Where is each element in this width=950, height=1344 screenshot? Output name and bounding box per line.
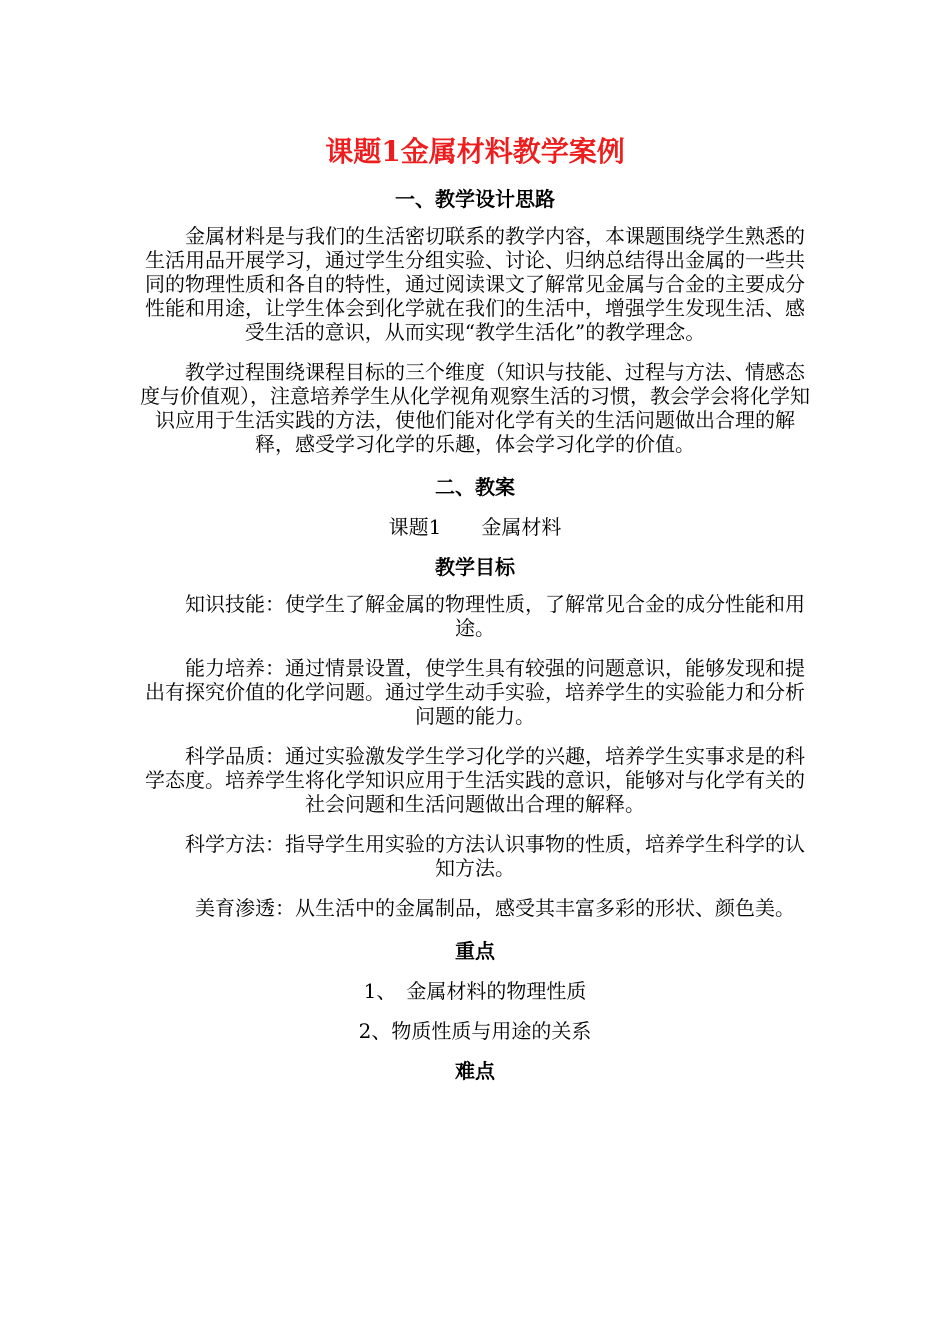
key-points-heading: 重点 [455, 939, 495, 963]
goals-heading: 教学目标 [435, 555, 515, 579]
goal-method: 科学方法：指导学生用实验的方法认识事物的性质，培养学生科学的认知方法。 [185, 832, 805, 880]
goal-knowledge: 知识技能：使学生了解金属的物理性质，了解常见合金的成分性能和用途。 [185, 592, 805, 640]
key-point-2: 2、物质性质与用途的关系 [358, 1019, 592, 1043]
section-heading-lesson-plan: 二、教案 [435, 475, 515, 499]
difficulty-heading: 难点 [455, 1059, 495, 1083]
design-paragraph-1: 金属材料是与我们的生活密切联系的教学内容，本课题围绕学生熟悉的生活用品开展学习，通过学生分组实验、讨论、归纳总结得出金属的一些共同的物理性质和各自的特性，通过阅读课文了解常见金属与合金的主要成分性能和用途，让学生体会到化学就在我们的生活中，增强学生发现生活、感受生活的意识，从而实现“教学生活化”的教学理念。 [145, 224, 805, 344]
document-page [138, 132, 812, 1096]
design-paragraph-2: 教学过程围绕课程目标的三个维度（知识与技能、过程与方法、情感态度与价值观），注意培养学生从化学视角观察生活的习惯，教会学会将化学知识应用于生活实践的方法，使他们能对化学有关的生活问题做出合理的解释，感受学习化学的乐趣，体会学习化学的价值。 [140, 360, 810, 456]
goal-quality: 科学品质：通过实验激发学生学习化学的兴趣，培养学生实事求是的科学态度。培养学生将化学知识应用于生活实践的意识，能够对与化学有关的社会问题和生活问题做出合理的解释。 [145, 744, 805, 816]
lesson-title: 课题1 金属材料 [388, 515, 562, 539]
key-point-1: 1、 金属材料的物理性质 [363, 979, 587, 1003]
goal-aesthetic: 美育渗透：从生活中的金属制品，感受其丰富多彩的形状、颜色美。 [195, 896, 795, 920]
goal-ability: 能力培养：通过情景设置，使学生具有较强的问题意识，能够发现和提出有探究价值的化学问题。通过学生动手实验，培养学生的实验能力和分析问题的能力。 [145, 656, 805, 728]
document-title: 课题1金属材料教学案例 [325, 135, 625, 168]
section-heading-design: 一、教学设计思路 [395, 187, 555, 211]
